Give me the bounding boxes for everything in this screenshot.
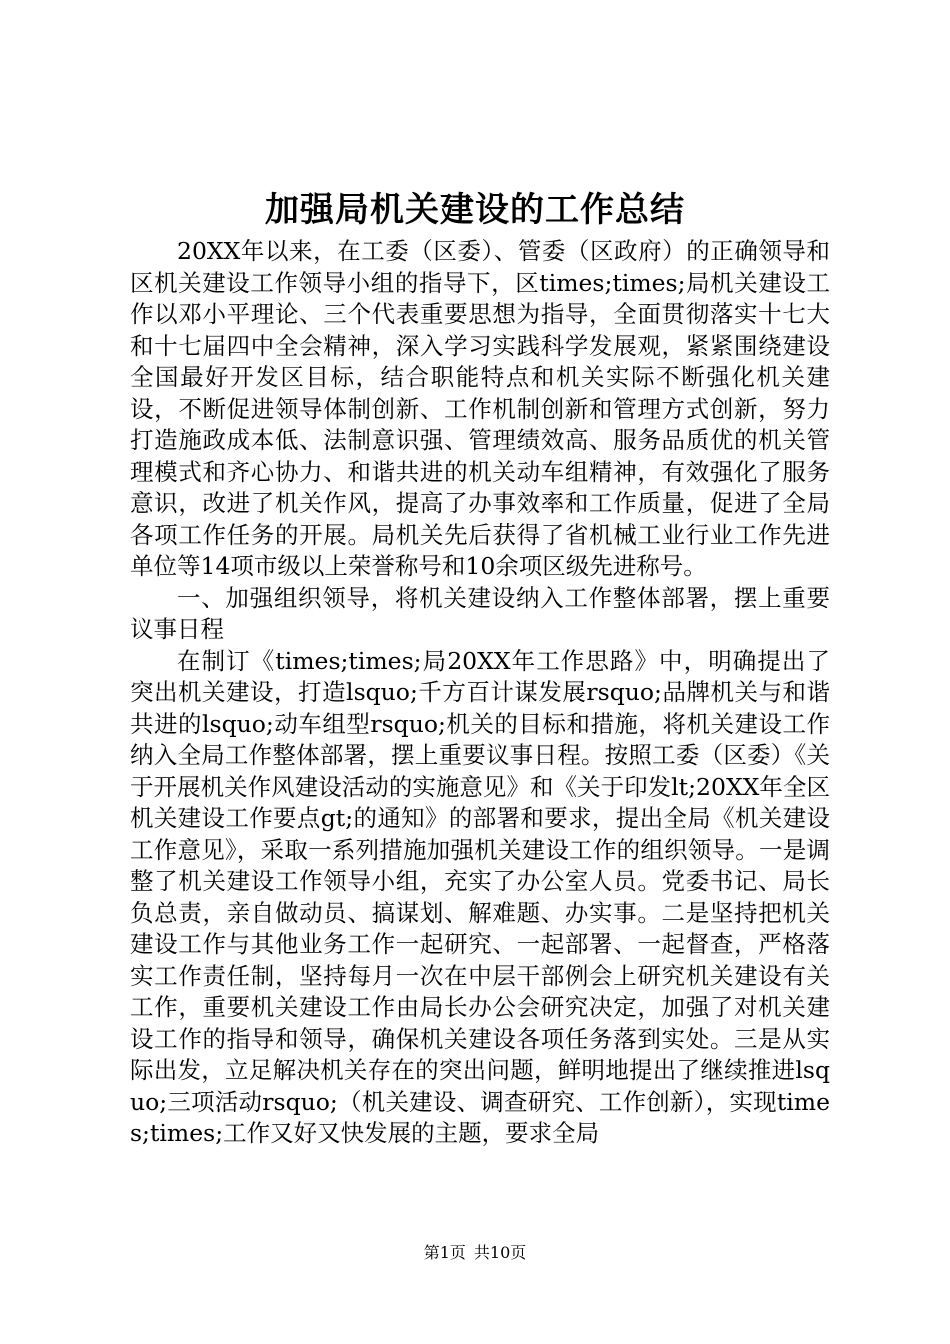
page-number: 第1页 bbox=[423, 1243, 466, 1262]
paragraph-intro: 20XX年以来，在工委（区委）、管委（区政府）的正确领导和区机关建设工作领导小组的指导下，区times;times;局机关建设工作以邓小平理论、三个代表重要思想为指导，全面贯彻落实十七大和十七届四中全会精神，深入学习实践科学发展观，紧紧围绕建设全国最好开发区目标，结合职能特点和机关实际不断强化机关建设，不断促进领导体制创新、工作机制创新和管理方式创新，努力打造施政成本低、法制意识强、管理绩效高、服务品质优的机关管理模式和齐心协力、和谐共进的机关动车组精神，有效强化了服务意识，改进了机关作风，提高了办事效率和工作质量，促进了全局各项工作任务的开展。局机关先后获得了省机械工业行业工作先进单位等14项市级以上荣誉称号和10余项区级先进称号。 bbox=[130, 237, 830, 580]
paragraph-section-1: 在制订《times;times;局20XX年工作思路》中，明确提出了突出机关建设，打造lsquo;千方百计谋发展rsquo;品牌机关与和谐共进的lsquo;动车组型rsquo;机关的目标和措施，将机关建设工作纳入全局工作整体部署，摆上重要议事日程。按照工委（区委）《关于开展机关作风建设活动的实施意见》和《关于印发lt;20XX年全区机关建设工作要点gt;的通知》的部署和要求，提出全局《机关建设工作意见》，采取一系列措施加强机关建设工作的组织领导。一是调整了机关建设工作领导小组，充实了办公室人员。党委书记、局长负总责，亲自做动员、搞谋划、解难题、办实事。二是坚持把机关建设工作与其他业务工作一起研究、一起部署、一起督查，严格落实工作责任制，坚持每月一次在中层干部例会上研究机关建设有关工作，重要机关建设工作由局长办公会研究决定，加强了对机关建设工作的指导和领导，确保机关建设各项任务落到实处。三是从实际出发，立足解决机关存在的突出问题，鲜明地提出了继续推进lsquo;三项活动rsquo;（机关建设、调查研究、工作创新），实现times;times;工作又好又快发展的主题，要求全局 bbox=[130, 646, 830, 1147]
document-body bbox=[130, 236, 830, 1150]
section-heading-1: 一、加强组织领导，将机关建设纳入工作整体部署，摆上重要议事日程 bbox=[130, 583, 830, 643]
document-title: 加强局机关建设的工作总结 bbox=[265, 190, 685, 230]
page-footer bbox=[0, 1242, 950, 1264]
page-total: 共10页 bbox=[473, 1243, 527, 1262]
